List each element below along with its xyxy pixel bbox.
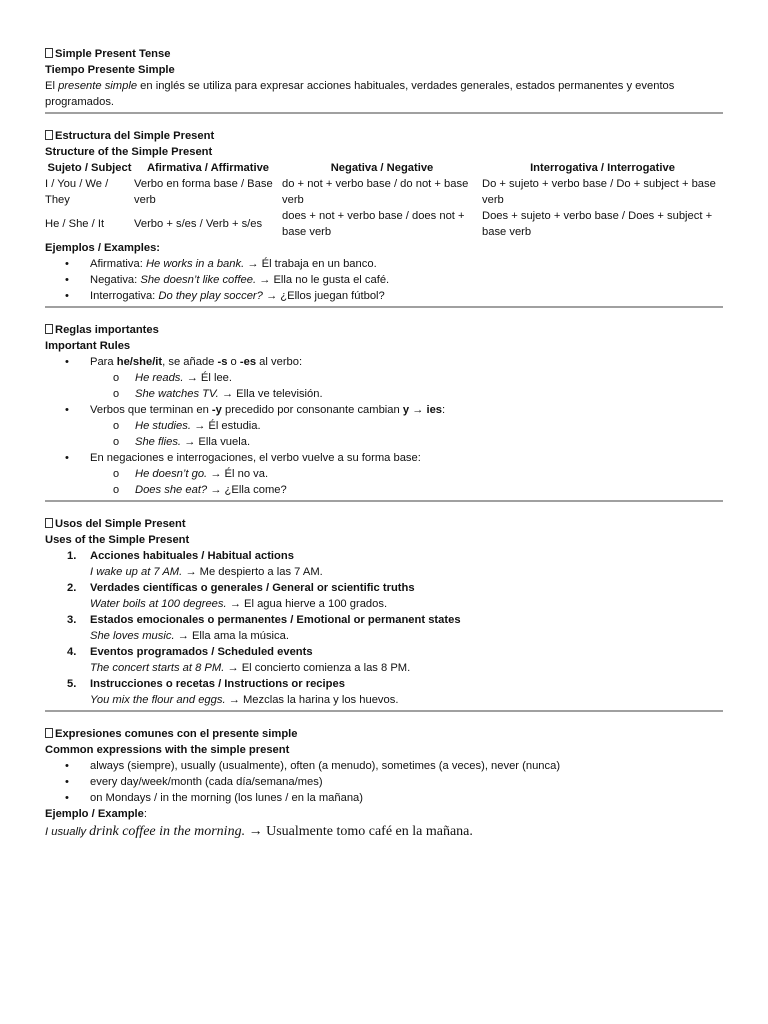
use-title [45, 676, 723, 692]
sub-list-item [45, 434, 723, 450]
title-text: Reglas importantes [55, 324, 159, 336]
rules-list [45, 354, 723, 498]
intro-text-rest: en inglés se utiliza para expresar acciones habituales, verdades generales, estados permanentes y eventos programados. [45, 80, 675, 108]
example-spanish: → Usualmente tomo café en la mañana. [245, 824, 473, 839]
use-title-text: Instrucciones o recetas / Instructions or recipes [90, 678, 345, 690]
sub-list-item [45, 370, 723, 386]
use-example [45, 692, 723, 708]
example-spanish: → Me despierto a las 7 AM. [182, 566, 323, 578]
title-text: Simple Present Tense [55, 48, 171, 60]
sub-list-item [45, 482, 723, 498]
use-title [45, 612, 723, 628]
rule-text: Para [90, 356, 117, 368]
use-title-text: Acciones habituales / Habitual actions [90, 550, 294, 562]
example-english-rest: drink coffee in the morning. [89, 824, 246, 839]
table-row [45, 176, 723, 208]
rule-text: : [442, 404, 446, 416]
structure-table [45, 160, 723, 240]
example-spanish: → ¿Ellos juegan fútbol? [262, 290, 385, 302]
list-item [45, 288, 723, 304]
missing-glyph-icon [45, 728, 53, 738]
list-number: 5. [67, 678, 77, 690]
example-english: He studies. [135, 420, 191, 432]
example-spanish: → Él trabaja en un banco. [244, 258, 377, 270]
list-item [45, 272, 723, 288]
rule-bold: he/she/it [116, 356, 163, 368]
section-title [45, 46, 723, 62]
rule-text: al verbo: [256, 356, 303, 368]
list-item: • every day/week/month (cada día/semana/mes) [45, 774, 723, 790]
example-english: He works in a bank. [145, 258, 245, 270]
list-number: 2. [67, 582, 77, 594]
rule-text: Verbos que terminan en [90, 404, 212, 416]
table-header-cell: Sujeto / Subject [47, 162, 132, 174]
example-english: The concert starts at 8 PM. [90, 662, 225, 674]
expressions-list [45, 758, 723, 806]
section-subtitle: Uses of the Simple Present [45, 534, 190, 546]
list-number: 4. [67, 646, 77, 658]
table-cell: He / She / It [45, 218, 105, 230]
example-spanish: → Ella no le gusta el café. [256, 274, 390, 286]
example-spanish: → Él estudia. [190, 420, 261, 432]
intro-paragraph [45, 78, 723, 110]
table-header-cell: Interrogativa / Interrogative [530, 162, 675, 174]
sub-list-item [45, 386, 723, 402]
rule-text: o [227, 356, 240, 368]
list-item: • on Mondays / in the morning (los lunes / en la mañana) [45, 790, 723, 806]
table-header-cell: Afirmativa / Affirmative [146, 162, 270, 174]
example-heading [45, 806, 723, 822]
rule-bold: -s [217, 356, 228, 368]
use-example [45, 596, 723, 612]
section-title [45, 726, 723, 742]
example-title: Ejemplo / Example [45, 808, 144, 820]
rule-bold: -y [211, 404, 222, 416]
example-spanish: → Ella ve televisión. [218, 388, 323, 400]
section-structure [45, 128, 723, 308]
missing-glyph-icon [45, 48, 53, 58]
example-english: He doesn’t go. [135, 468, 208, 480]
use-title-text: Estados emocionales o permanentes / Emotional or permanent states [90, 614, 461, 626]
examples-list [45, 256, 723, 304]
list-item: • always (siempre), usually (usualmente), often (a menudo), sometimes (a veces), never (nunca) [45, 758, 723, 774]
list-item: • En negaciones e interrogaciones, el verbo vuelve a su forma base: [45, 450, 723, 466]
example-english-start: I usually [45, 826, 90, 838]
sub-list-item [45, 418, 723, 434]
sub-list-item [45, 466, 723, 482]
example-english: She flies. [135, 436, 182, 448]
intro-text: El [45, 80, 59, 92]
example-colon: : [143, 808, 147, 820]
intro-term: presente simple [58, 80, 138, 92]
example-spanish: → El concierto comienza a las 8 PM. [224, 662, 411, 674]
example-english: She doesn’t like coffee. [140, 274, 257, 286]
use-title [45, 580, 723, 596]
list-number: 3. [67, 614, 77, 626]
table-cell: Does + sujeto + verbo base / Does + subject + base verb [482, 210, 713, 238]
use-title-text: Eventos programados / Scheduled events [90, 646, 313, 658]
table-cell: Verbo + s/es / Verb + s/es [134, 218, 263, 230]
table-cell: Do + sujeto + verbo base / Do + subject + base verb [482, 178, 716, 206]
example-english: You mix the flour and eggs. [90, 694, 226, 706]
rule-text: precedido por consonante cambian [221, 404, 403, 416]
uses-list [45, 548, 723, 708]
use-example [45, 660, 723, 676]
examples-title: Ejemplos / Examples: [45, 242, 161, 254]
example-english: I wake up at 7 AM. [90, 566, 183, 578]
list-number: 1. [67, 550, 77, 562]
section-subtitle: Important Rules [45, 340, 131, 352]
missing-glyph-icon [45, 130, 53, 140]
example-english: He reads. [135, 372, 184, 384]
title-text: Usos del Simple Present [55, 518, 186, 530]
table-cell: I / You / We / They [45, 178, 109, 206]
example-english: Water boils at 100 degrees. [90, 598, 227, 610]
section-subtitle: Structure of the Simple Present [45, 146, 213, 158]
table-header-row [45, 160, 723, 176]
example-sentence [45, 822, 723, 842]
missing-glyph-icon [45, 324, 53, 334]
example-label: Interrogativa: [90, 290, 159, 302]
example-spanish: → Él no va. [207, 468, 269, 480]
example-english: Does she eat? [135, 484, 208, 496]
table-header-cell: Negativa / Negative [330, 162, 434, 174]
example-spanish: → Mezclas la harina y los huevos. [225, 694, 399, 706]
example-spanish: → Él lee. [183, 372, 233, 384]
section-title [45, 322, 723, 338]
use-title [45, 548, 723, 564]
list-item [45, 256, 723, 272]
section-intro [45, 46, 723, 114]
section-title [45, 128, 723, 144]
section-rules [45, 322, 723, 502]
use-example [45, 564, 723, 580]
table-cell: does + not + verbo base / does not + base verb [282, 210, 465, 238]
rule-bold: y → ies [402, 404, 443, 416]
use-title [45, 644, 723, 660]
use-title-text: Verdades científicas o generales / General or scientific truths [90, 582, 415, 594]
table-row [45, 208, 723, 240]
example-label: Afirmativa: [90, 258, 146, 270]
title-text: Estructura del Simple Present [55, 130, 215, 142]
rule-text: , se añade [162, 356, 218, 368]
section-subtitle: Common expressions with the simple present [45, 744, 290, 756]
missing-glyph-icon [45, 518, 53, 528]
example-english: She watches TV. [135, 388, 219, 400]
example-spanish: → Ella vuela. [181, 436, 251, 448]
rule-bold: -es [239, 356, 257, 368]
title-text: Expresiones comunes con el presente simple [55, 728, 298, 740]
section-title [45, 516, 723, 532]
table-cell: do + not + verbo base / do not + base verb [282, 178, 469, 206]
example-english: Do they play soccer? [158, 290, 263, 302]
example-spanish: → El agua hierve a 100 grados. [226, 598, 388, 610]
example-label: Negativa: [90, 274, 141, 286]
example-spanish: → ¿Ella come? [207, 484, 287, 496]
example-spanish: → Ella ama la música. [174, 630, 289, 642]
section-uses [45, 516, 723, 712]
document-page [45, 46, 723, 842]
table-cell: Verbo en forma base / Base verb [134, 178, 273, 206]
section-expressions [45, 726, 723, 842]
use-example [45, 628, 723, 644]
section-subtitle: Tiempo Presente Simple [45, 64, 175, 76]
list-item [45, 402, 723, 418]
list-item [45, 354, 723, 370]
example-english: She loves music. [90, 630, 175, 642]
